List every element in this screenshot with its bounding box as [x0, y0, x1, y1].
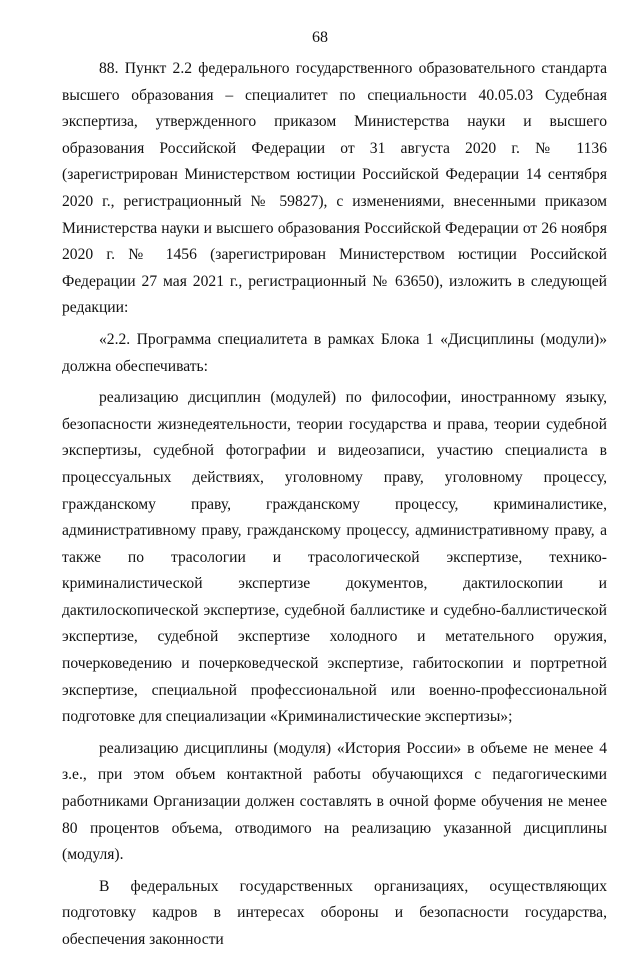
- paragraph-2-2-intro: «2.2. Программа специалитета в рамках Блока 1 «Дисциплины (модули)» должна обеспечивать:: [62, 330, 607, 375]
- paragraph-88-amendment: 88. Пункт 2.2 федерального государственного образовательного стандарта высшего образования – специалитет по специальности 40.05.03 Судебная экспертиза, утвержденного приказом Министерства науки и высшего образования Российской Федерации от 31 августа 2020 г. № 1136 (зарегистрирован Министерством юстиции Российской Федерации 14 сентября 2020 г., регистрационный № 59827), с изменениями, внесенными приказом Министерства науки и высшего образования Российской Федерации от 26 ноября 2020 г. № 1456 (зарегистрирован Министерством юстиции Российской Федерации 27 мая 2021 г., регистрационный № 63650), изложить в следующей редакции:: [62, 60, 607, 317]
- document-body: [62, 56, 607, 954]
- paragraph-federal-organizations: В федеральных государственных организациях, осуществляющих подготовку кадров в интересах обороны и безопасности государства, обеспечения законности: [62, 877, 607, 948]
- page-number: 68: [312, 29, 328, 46]
- paragraph-history-of-russia: реализацию дисциплины (модуля) «История России» в объеме не менее 4 з.е., при этом объем контактной работы обучающихся с педагогическими работниками Организации должен составлять в очной форме обучения не менее 80 процентов объема, отводимого на реализацию указанной дисциплины (модуля).: [62, 739, 607, 864]
- paragraph-disciplines-list: реализацию дисциплин (модулей) по философии, иностранному языку, безопасности жизнедеятельности, теории государства и права, теории судебной экспертизы, судебной фотографии и видеозаписи, участию специалиста в процессуальных действиях, уголовному праву, уголовному процессу, гражданскому праву, гражданскому процессу, криминалистике, административному праву, гражданскому процессу, административному праву, а также по трасологии и трасологической экспертизе, технико-криминалистической экспертизе документов, дактилоскопии и дактилоскопической экспертизе, судебной баллистике и судебно-баллистической экспертизе, судебной экспертизе холодного и метательного оружия, почерковедению и почерковедческой экспертизе, габитоскопии и портретной экспертизе, специальной профессиональной или военно-профессиональной подготовке для специализации «Криминалистические экспертизы»;: [62, 389, 607, 726]
